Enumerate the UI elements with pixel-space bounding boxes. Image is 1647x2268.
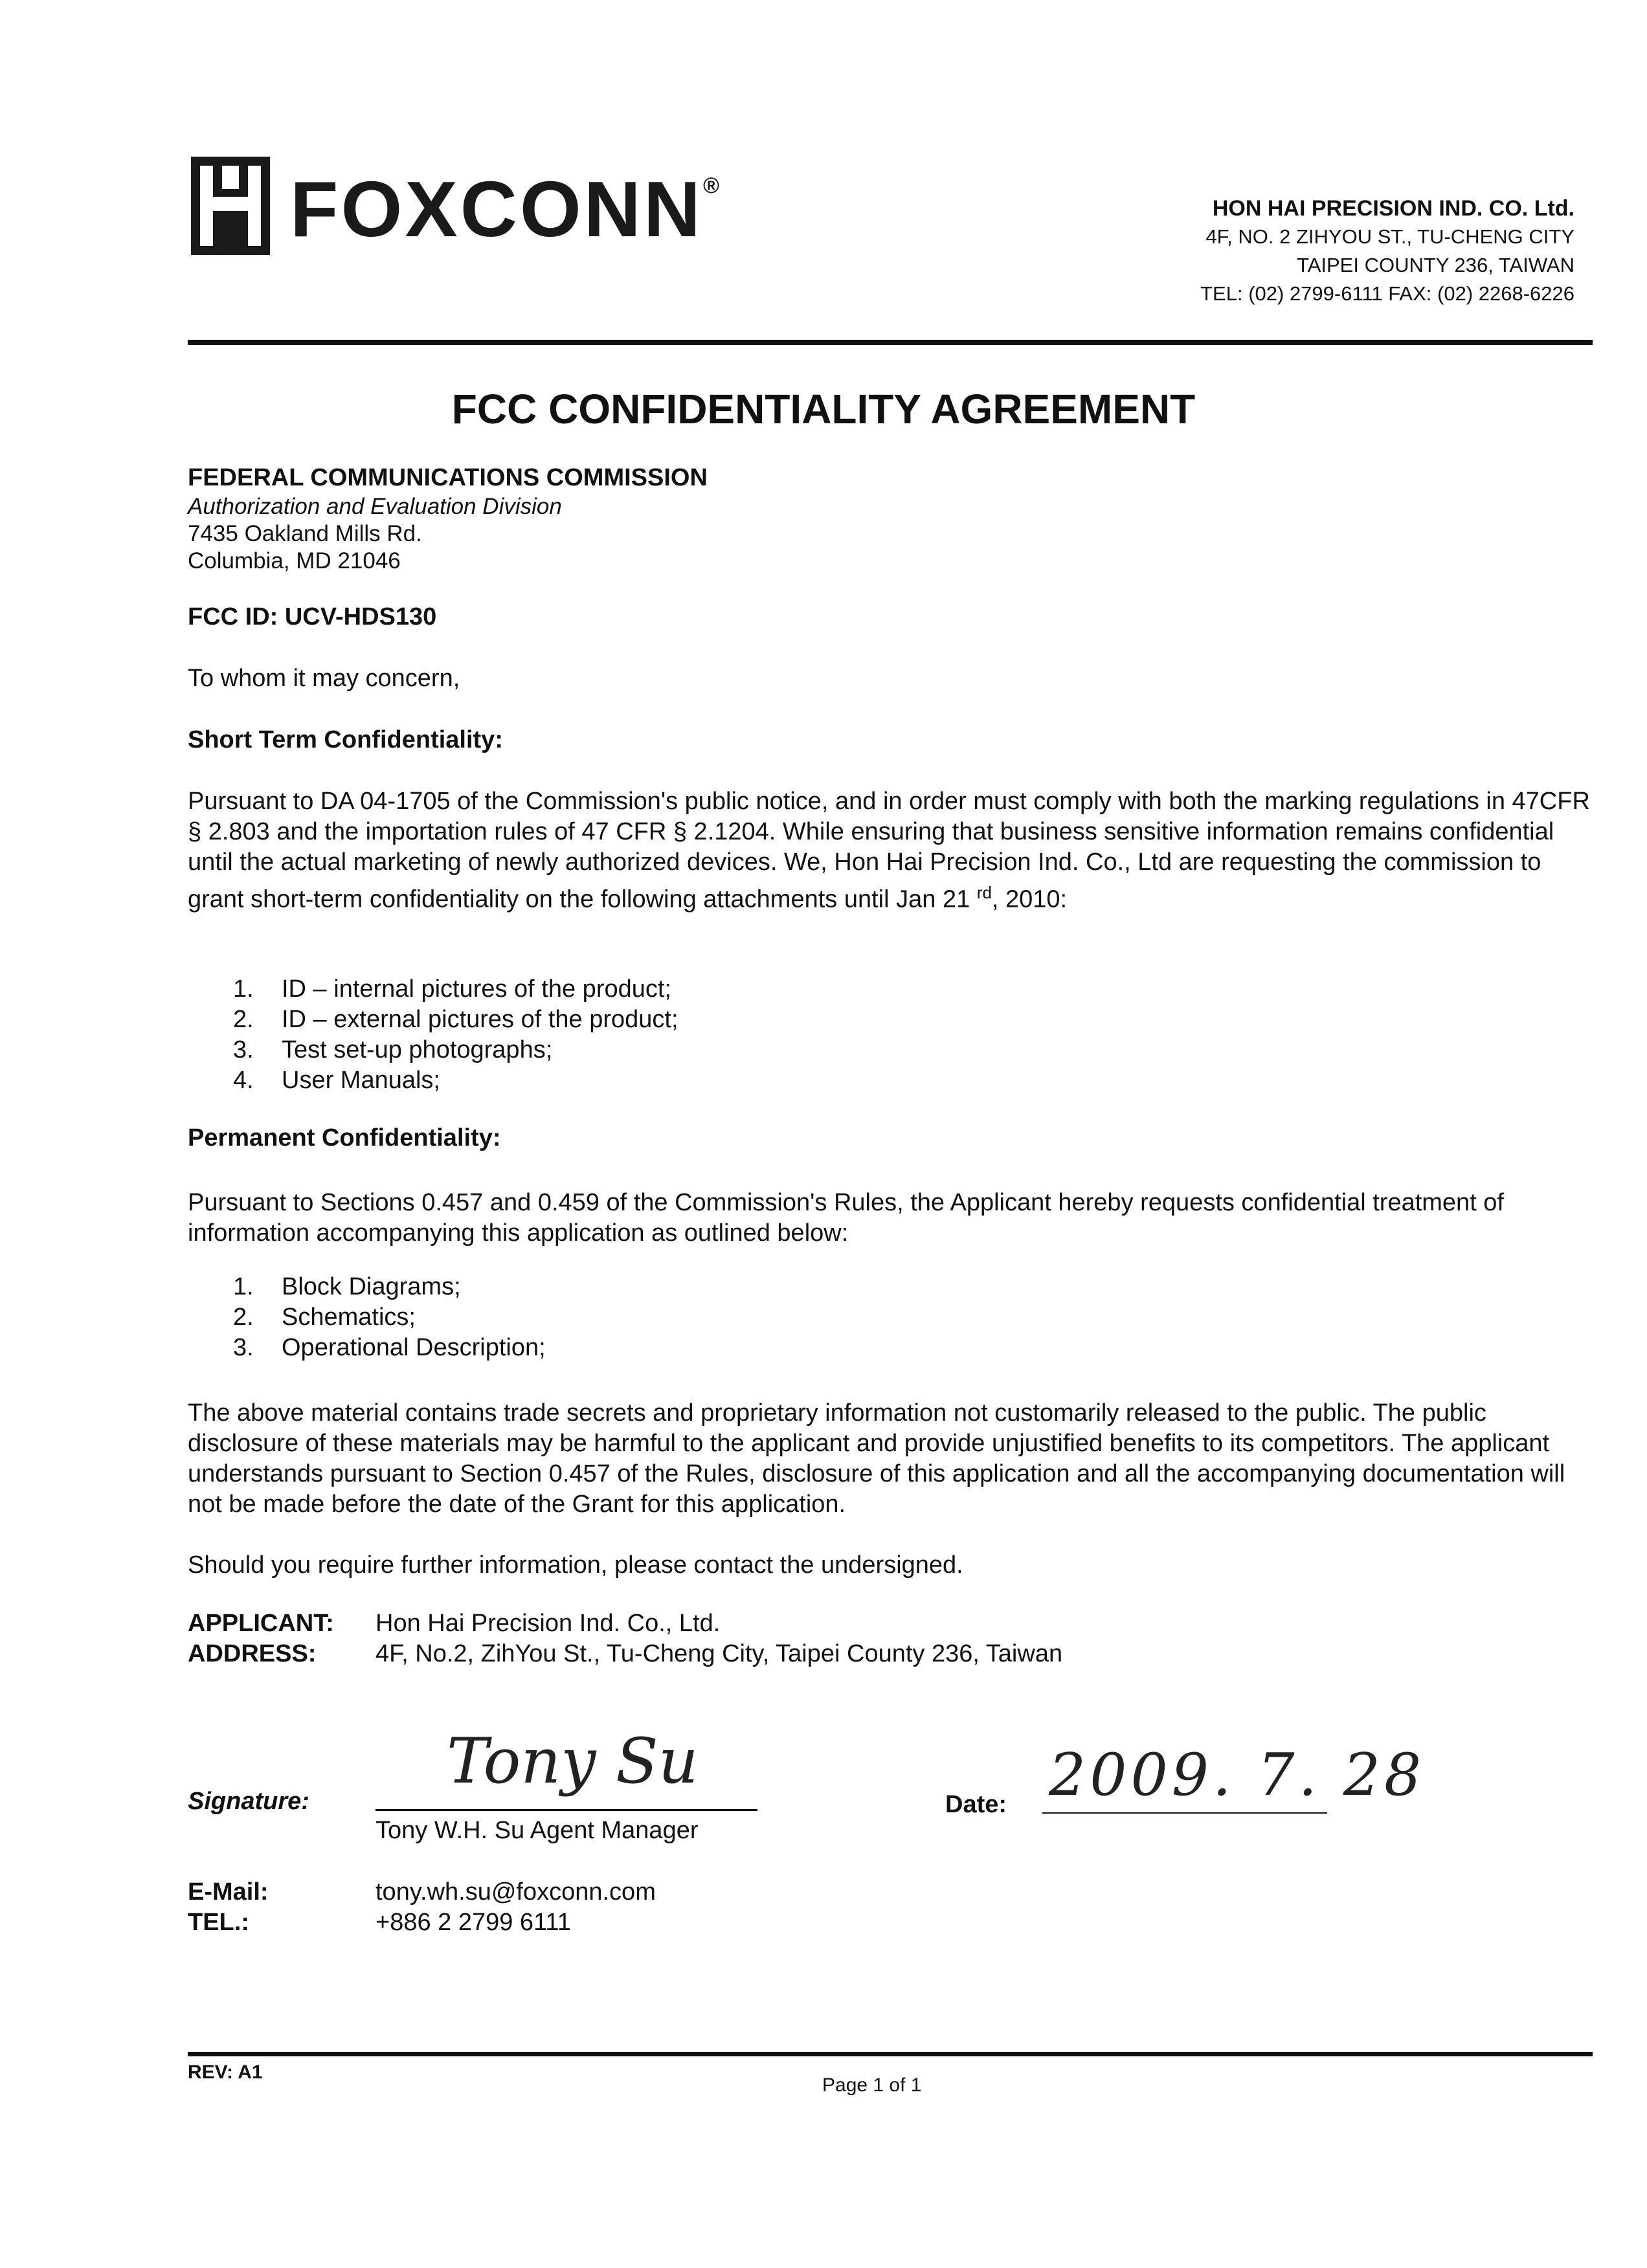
handwritten-signature: Tony Su bbox=[447, 1725, 699, 1797]
foxconn-logo-icon bbox=[191, 157, 270, 255]
footer-divider bbox=[188, 2052, 1593, 2056]
closing-paragraph: The above material contains trade secrets and proprietary information not customarily released to the public. The public disclosure of these materials may be harmful to the applicant and provide unjustified benefits to its competitors. The applicant understands pursuant to Section 0.457 of the Rules, disclosure of this application and all the accompanying documentation will not be made before the date of the Grant for this application. bbox=[188, 1399, 1565, 1518]
list-item: 1. Block Diagrams; bbox=[233, 1273, 461, 1300]
contact-block bbox=[188, 1877, 656, 1938]
applicant-label: APPLICANT: bbox=[188, 1610, 334, 1637]
tel-value: +886 2 2799 6111 bbox=[375, 1909, 571, 1936]
date-label: Date: bbox=[945, 1791, 1007, 1818]
email-label: E-Mail: bbox=[188, 1878, 269, 1906]
applicant-value: Hon Hai Precision Ind. Co., Ltd. bbox=[375, 1610, 721, 1637]
recipient-block bbox=[188, 463, 708, 575]
list-item: 4. User Manuals; bbox=[233, 1067, 440, 1094]
short-term-paragraph: Pursuant to DA 04-1705 of the Commission's public notice, and in order must comply with both the marking regulations in 47CFR § 2.803 and the importation rules of 47 CFR § 2.1204. While ensuring that business sensitive information remains confidential until the actual marketing of newly authorized devices. We, Hon Hai Precision Ind. Co., Ltd are requesting the commission to grant short-term confidentiality on the following attachments until Jan 21 $^{rd}$, 2010: bbox=[188, 788, 1590, 913]
recipient-street: 7435 Oakland Mills Rd. bbox=[188, 521, 422, 546]
company-tel-fax: TEL: (02) 2799-6111 FAX: (02) 2268-6226 bbox=[1200, 282, 1574, 305]
header-divider bbox=[188, 340, 1593, 345]
recipient-org: FEDERAL COMMUNICATIONS COMMISSION bbox=[188, 464, 708, 491]
applicant-block bbox=[188, 1608, 1062, 1669]
recipient-city: Columbia, MD 21046 bbox=[188, 548, 401, 573]
company-address-line1: 4F, NO. 2 ZIHYOU ST., TU-CHENG CITY bbox=[1205, 225, 1574, 248]
revision-label: REV: A1 bbox=[188, 2062, 263, 2083]
address-value: 4F, No.2, ZihYou St., Tu-Cheng City, Taipei County 236, Taiwan bbox=[375, 1640, 1063, 1667]
permanent-paragraph: Pursuant to Sections 0.457 and 0.459 of the Commission's Rules, the Applicant hereby requests confidential treatment of information accompanying this application as outlined below: bbox=[188, 1189, 1504, 1247]
page-number: Page 1 of 1 bbox=[822, 2074, 922, 2096]
page-title: FCC CONFIDENTIALITY AGREEMENT bbox=[451, 386, 1196, 432]
list-item: 1. ID – internal pictures of the product; bbox=[233, 975, 671, 1003]
signature-label: Signature: bbox=[188, 1788, 309, 1815]
recipient-division: Authorization and Evaluation Division bbox=[188, 494, 562, 519]
address-label: ADDRESS: bbox=[188, 1640, 317, 1667]
tel-label: TEL.: bbox=[188, 1909, 249, 1936]
list-item: 2. Schematics; bbox=[233, 1304, 416, 1331]
fcc-id: FCC ID: UCV-HDS130 bbox=[188, 603, 437, 630]
contact-line: Should you require further information, please contact the undersigned. bbox=[188, 1551, 963, 1579]
list-item: 3. Operational Description; bbox=[233, 1334, 546, 1361]
short-term-list bbox=[233, 974, 678, 1096]
handwritten-date: 2009. 7. 28 bbox=[1049, 1741, 1426, 1809]
email-value: tony.wh.su@foxconn.com bbox=[375, 1878, 656, 1906]
company-header bbox=[1200, 194, 1574, 308]
short-term-heading: Short Term Confidentiality: bbox=[188, 726, 503, 753]
signature-line bbox=[375, 1809, 757, 1811]
list-item: 3. Test set-up photographs; bbox=[233, 1036, 553, 1063]
logo-wordmark: FOXCONN® bbox=[290, 165, 723, 253]
salutation: To whom it may concern, bbox=[188, 665, 460, 692]
permanent-heading: Permanent Confidentiality: bbox=[188, 1124, 501, 1151]
list-item: 2. ID – external pictures of the product; bbox=[233, 1006, 678, 1033]
signer-name: Tony W.H. Su Agent Manager bbox=[375, 1817, 699, 1844]
date-line bbox=[1042, 1812, 1327, 1814]
company-address-line2: TAIPEI COUNTY 236, TAIWAN bbox=[1297, 254, 1574, 276]
company-name: HON HAI PRECISION IND. CO. Ltd. bbox=[1212, 196, 1574, 221]
permanent-list bbox=[233, 1272, 546, 1363]
